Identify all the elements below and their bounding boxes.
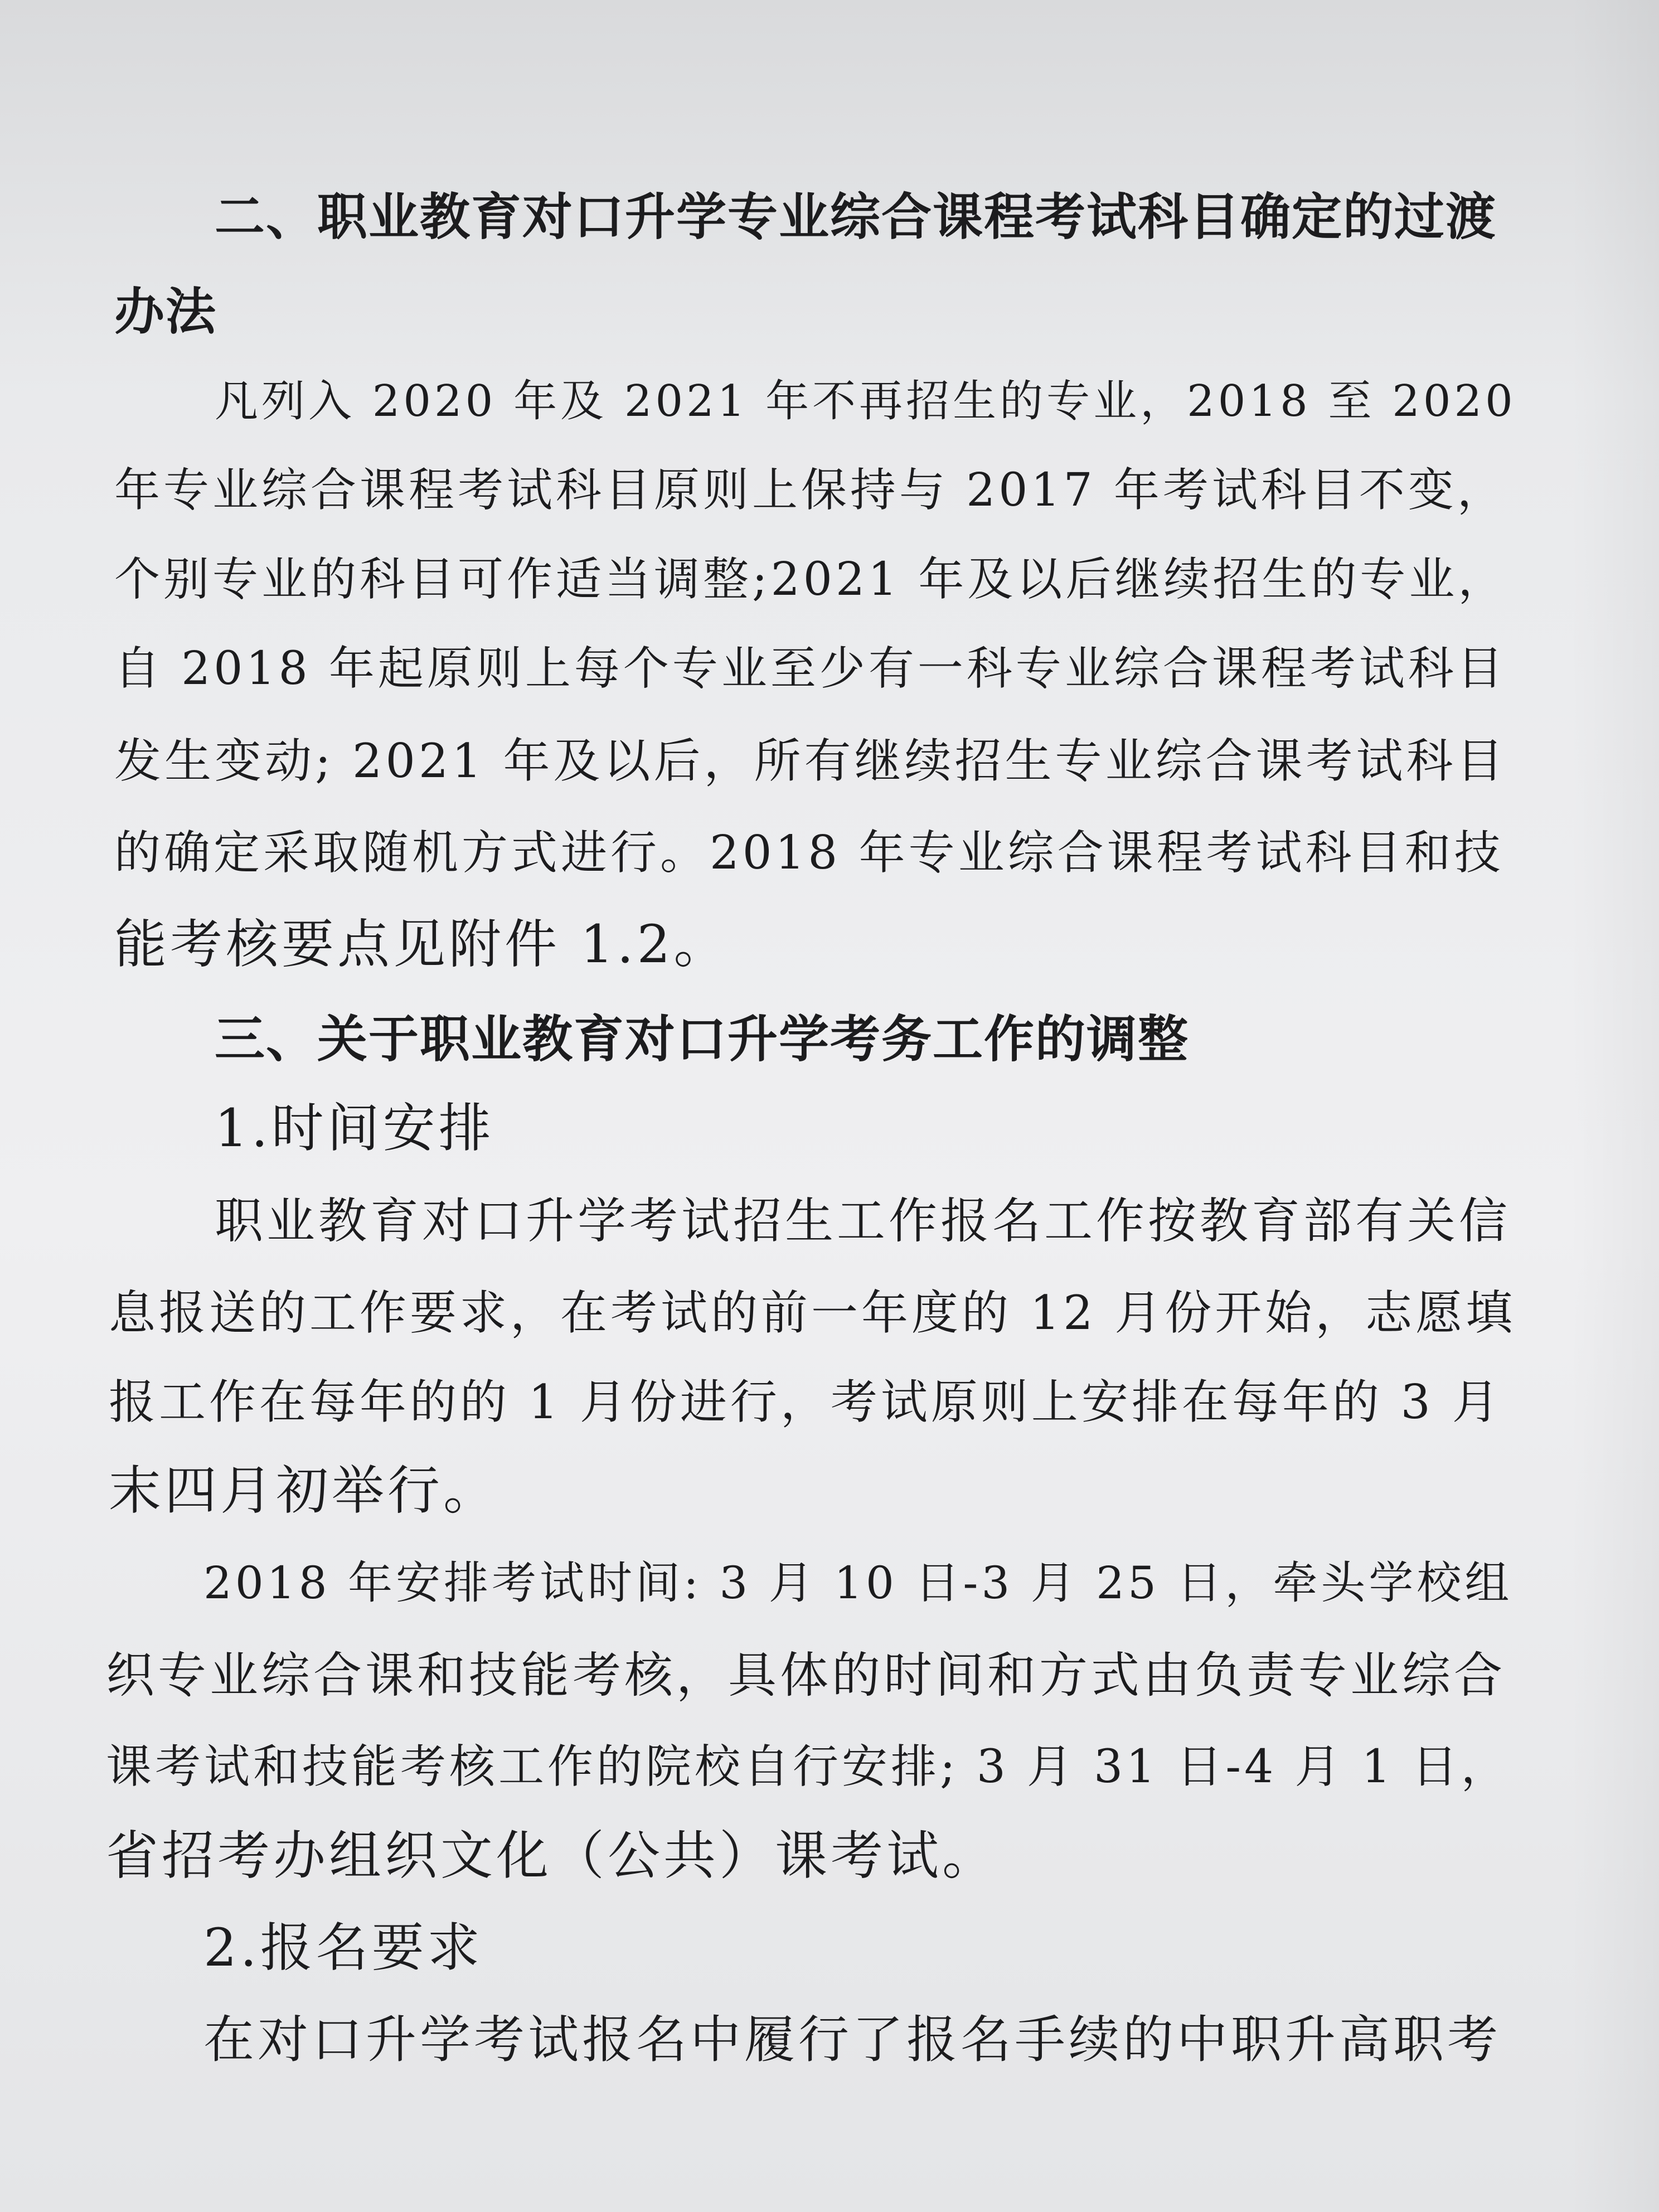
section3-para1-line: 末四月初举行。 [109, 1461, 499, 1521]
section3-sub2: 2.报名要求 [203, 1918, 483, 1978]
section2-para-line: 发生变动; 2021 年及以后，所有继续招生专业综合课考试科目 [114, 734, 1507, 788]
section3-para2-line: 织专业综合课和技能考核，具体的时间和方式由负责专业综合 [106, 1647, 1506, 1704]
section2-heading-line2: 办法 [114, 283, 217, 341]
section2-para-line: 凡列入 2020 年及 2021 年不再招生的专业，2018 至 2020 [215, 376, 1516, 426]
section3-para1-line: 息报送的工作要求，在考试的前一年度的 12 月份开始，志愿填 [109, 1286, 1516, 1340]
section3-para2-line: 课考试和技能考核工作的院校自行安排; 3 月 31 日-4 月 1 日， [106, 1740, 1510, 1793]
section2-para-line: 个别专业的科目可作适当调整;2021 年及以后继续招生的专业， [114, 553, 1507, 606]
section3-para1-line: 职业教育对口升学考试招生工作报名工作按教育部有关信 [215, 1192, 1511, 1249]
section3-para1-line: 报工作在每年的的 1 月份进行，考试原则上安排在每年的 3 月 [109, 1375, 1502, 1429]
section3-sub1: 1.时间安排 [215, 1098, 494, 1159]
section3-para3-line: 在对口升学考试报名中履行了报名手续的中职升高职考 [203, 2011, 1502, 2069]
section2-heading-line1: 二、职业教育对口升学专业综合课程考试科目确定的过渡 [215, 188, 1497, 246]
section2-para-line: 能考核要点见附件 1.2。 [114, 914, 730, 975]
section3-para2-line: 省招考办组织文化（公共）课考试。 [106, 1826, 998, 1886]
page-edge-shadow [1570, 0, 1659, 2212]
section2-para-line: 自 2018 年起原则上每个专业至少有一科专业综合课程考试科目 [114, 642, 1506, 695]
section2-para-line: 的确定采取随机方式进行。2018 年专业综合课程考试科目和技 [114, 826, 1504, 880]
section2-para-line: 年专业综合课程考试科目原则上保持与 2017 年考试科目不变， [114, 464, 1506, 517]
section3-heading: 三、关于职业教育对口升学考务工作的调整 [215, 1010, 1189, 1069]
section3-para2-line: 2018 年安排考试时间: 3 月 10 日-3 月 25 日，牵头学校组 [203, 1557, 1513, 1609]
